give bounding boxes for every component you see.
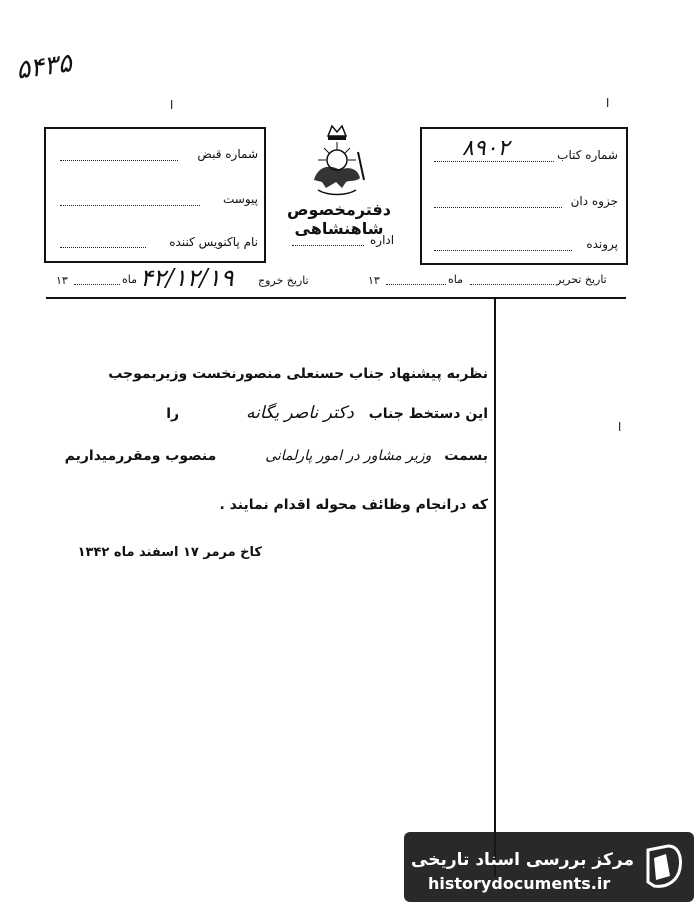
body-line-4: که درانجام وظائف محوله اقدام نمایند .	[219, 497, 488, 513]
exit-date-dots	[74, 284, 120, 285]
draft-date-dots-2	[470, 284, 554, 285]
file-label: پرونده	[586, 237, 618, 251]
handwritten-reference-number: ۵۴۳۵	[14, 48, 74, 86]
body-line-3-prefix: بسمت	[444, 448, 488, 464]
section-label: جزوه دان	[570, 194, 618, 208]
copyist-field	[60, 247, 146, 248]
corner-mark: ا	[606, 96, 610, 110]
body-line-2-prefix: این دستخط جناب	[368, 406, 488, 422]
section-field	[434, 207, 562, 208]
body-line-2-suffix: را	[166, 406, 180, 422]
month-label-left: ماه	[122, 273, 138, 286]
letter-number-field	[434, 161, 554, 162]
year-right: ۱۳	[368, 274, 380, 287]
watermark-title: مرکز بررسی اسناد تاریخی	[411, 850, 634, 870]
receipt-number-label: شماره قبض	[197, 147, 258, 161]
attachment-field	[60, 205, 200, 206]
exit-date-value: ۴۲/۱۲/۱۹	[140, 264, 234, 292]
header-divider	[46, 297, 626, 299]
imperial-emblem	[300, 122, 374, 198]
file-field	[434, 250, 572, 251]
corner-mark: ا	[618, 420, 622, 434]
copyist-label: نام پاکنویس کننده	[169, 235, 258, 249]
draft-date-dots	[386, 284, 446, 285]
year-left: ۱۳	[56, 274, 68, 287]
body-line-2	[166, 403, 488, 423]
appointee-name: دکتر ناصر یگانه	[245, 403, 354, 423]
letter-number-value: ۸۹۰۲	[462, 136, 510, 161]
watermark-logo-icon	[638, 842, 686, 892]
month-label-right: ماه	[448, 273, 464, 286]
margin-line	[494, 299, 496, 877]
watermark-url: historydocuments.ir	[428, 874, 611, 893]
department-label: اداره	[370, 233, 395, 247]
exit-date-label: تاریخ خروج	[258, 274, 309, 287]
body-line-1: نظربه پیشنهاد جناب حسنعلی منصورنخست وزیربموجب	[108, 366, 488, 382]
department-field	[292, 245, 364, 246]
corner-mark: ا	[170, 98, 174, 112]
receipt-number-field	[60, 160, 178, 161]
office-name: دفترمخصوص شاهنشاهی	[287, 200, 391, 238]
date-line: کاخ مرمر ۱۷ اسفند ماه ۱۳۴۲	[77, 545, 262, 560]
attachment-label: پیوست	[223, 192, 258, 206]
appointment-title: وزیر مشاور در امور پارلمانی	[265, 448, 432, 464]
body-line-3-suffix: منصوب ومقررمیداریم	[64, 448, 217, 464]
body-line-3	[65, 448, 488, 464]
letter-number-label: شماره کتاب	[557, 148, 618, 162]
draft-date-label: تاریخ تحریر	[556, 273, 607, 286]
